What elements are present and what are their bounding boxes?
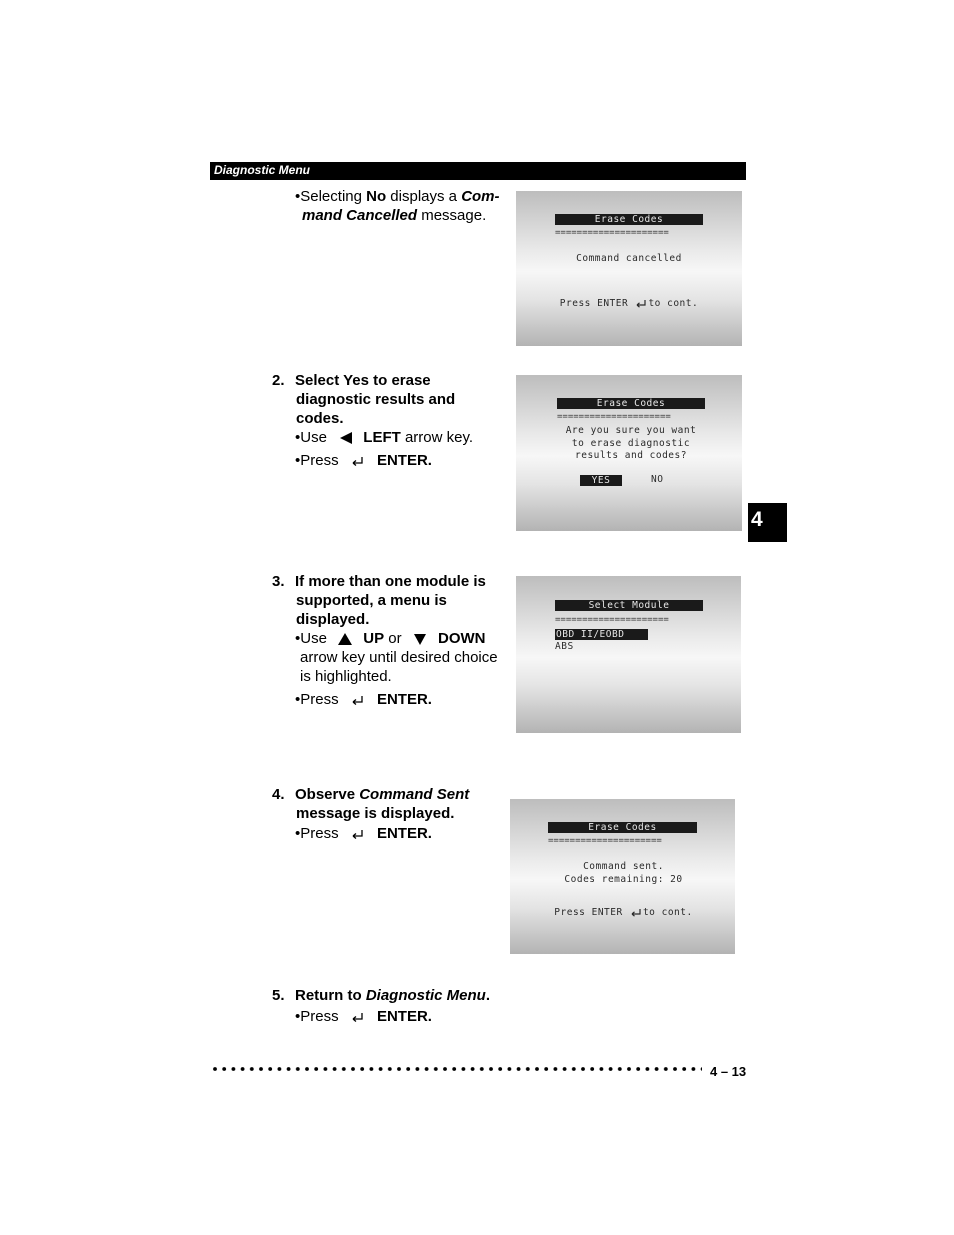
scanner-screen-cancelled	[516, 191, 742, 346]
enter-key-icon	[343, 455, 373, 467]
yes-option-selected: YES	[580, 475, 622, 486]
scanner-screen-confirm	[516, 375, 742, 531]
page-number: 4 – 13	[710, 1064, 747, 1079]
step-4-number: 4.	[272, 786, 285, 803]
step-5-title: Return to Diagnostic Menu.	[295, 987, 491, 1004]
step-2-title-line3: codes.	[296, 410, 344, 427]
step-5-press-line: •Press ENTER.	[295, 1008, 432, 1025]
step-4-title-line2: message is displayed.	[296, 805, 455, 822]
step-3-detail-line2: is highlighted.	[300, 668, 392, 685]
chapter-number: 4	[751, 508, 763, 531]
enter-key-icon	[343, 694, 373, 706]
step-2-number: 2.	[272, 372, 285, 389]
screen-prompt: Press ENTER to cont.	[559, 298, 699, 309]
screen-question: Are you sure you want to erase diagnostic results and codes?	[565, 425, 697, 461]
screen-title: Erase Codes	[548, 822, 697, 833]
step-3-number: 3.	[272, 573, 285, 590]
step-3-title-line3: displayed.	[296, 611, 370, 628]
screen-rule: =====================	[557, 412, 671, 422]
screen-message: Command sent. Codes remaining: 20	[564, 861, 683, 885]
scanner-screen-module	[516, 576, 741, 733]
enter-key-icon	[343, 1011, 373, 1023]
step-5-number: 5.	[272, 987, 285, 1004]
step-3-detail-line1: arrow key until desired choice	[300, 649, 498, 666]
module-option-abs: ABS	[555, 641, 574, 652]
step-4-press-line: •Press ENTER.	[295, 825, 432, 842]
screen-title: Erase Codes	[555, 214, 703, 225]
screen-rule: =====================	[555, 228, 669, 238]
step-3-press-line: •Press ENTER.	[295, 691, 432, 708]
step-3-title-line2: supported, a menu is	[296, 592, 447, 609]
enter-icon	[629, 908, 643, 918]
scanner-screen-sent	[510, 799, 735, 954]
chapter-tab	[748, 503, 787, 542]
footer-dotted-rule	[212, 1064, 702, 1074]
no-option: NO	[651, 474, 664, 485]
screen-prompt: Press ENTER to cont.	[554, 907, 693, 918]
step-2-press-line: •Press ENTER.	[295, 452, 432, 469]
step-3-use-line: •Use UP or DOWN	[295, 630, 486, 647]
intro-bullet-line1: •Selecting No displays a Com-	[295, 188, 500, 205]
up-arrow-icon	[331, 632, 359, 646]
down-arrow-icon	[406, 632, 434, 646]
section-header-bar	[210, 162, 746, 180]
enter-icon	[634, 299, 648, 309]
screen-title: Erase Codes	[557, 398, 705, 409]
screen-message: Command cancelled	[576, 253, 682, 264]
left-arrow-icon	[331, 431, 359, 445]
step-2-use-line: •Use LEFT arrow key.	[295, 429, 474, 446]
section-header-title: Diagnostic Menu	[214, 163, 311, 177]
step-2-title-line2: diagnostic results and	[296, 391, 456, 408]
enter-key-icon	[343, 828, 373, 840]
module-option-selected: OBD II/EOBD	[555, 629, 648, 640]
screen-rule: =====================	[555, 615, 669, 625]
step-4-title-line1: Observe Command Sent	[295, 786, 470, 803]
step-3-title-line1: If more than one module is	[295, 573, 486, 590]
step-2-title-line1: Select Yes to erase	[295, 372, 431, 389]
screen-rule: =====================	[548, 836, 662, 846]
intro-bullet-line2: mand Cancelled message.	[302, 207, 487, 224]
screen-title: Select Module	[555, 600, 703, 611]
